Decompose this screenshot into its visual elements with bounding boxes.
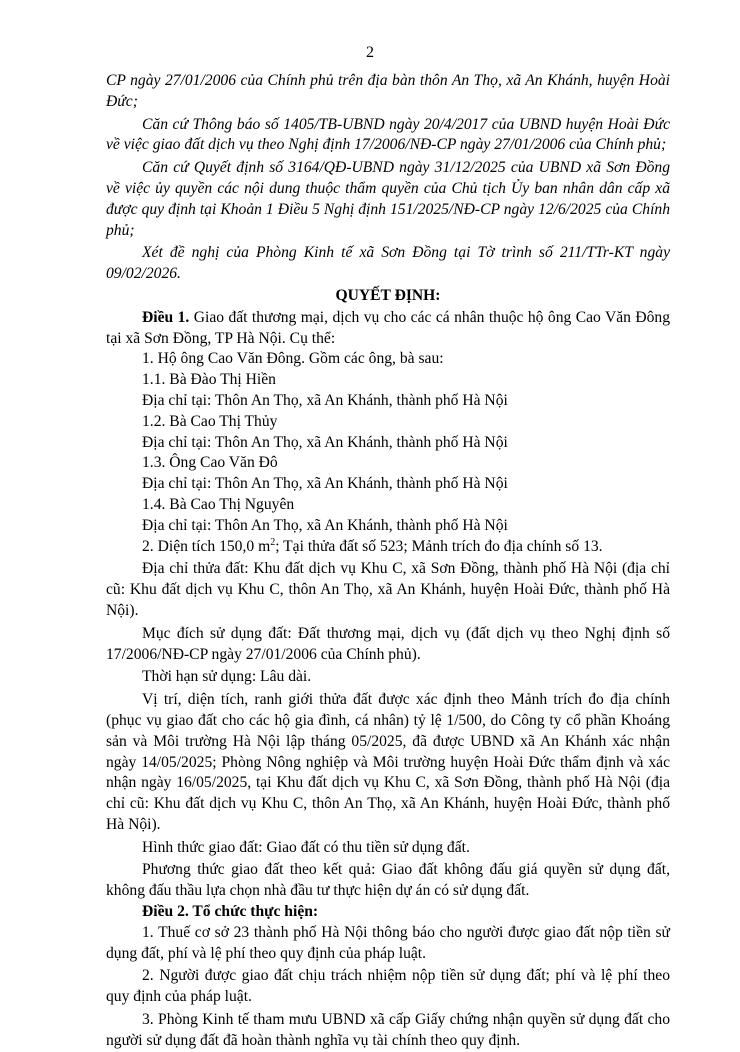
land-parcel-text: ; Tại thửa đất số 523; Mảnh trích đo địa chính số 13.	[275, 537, 603, 555]
basis-paragraph: Căn cứ Quyết định số 3164/QĐ-UBND ngày 31/12/2025 của UBND xã Sơn Đồng về việc ủy quyền các nội dung thuộc thẩm quyền của Chủ tịch Ủy ban nhân dân cấp xã được quy định tại Khoản 1 Điều 5 Nghị định 151/2025/NĐ-CP ngày 12/6/2025 của Chính phủ;	[106, 159, 670, 239]
member-name: 1.4. Bà Cao Thị Nguyên	[142, 495, 295, 513]
article-2-item: 3. Phòng Kinh tế tham mưu UBND xã cấp Giấy chứng nhận quyền sử dụng đất cho người sử dụng đất đã hoàn thành nghĩa vụ tài chính theo quy định.	[106, 1011, 670, 1049]
basis-paragraph: Căn cứ Thông báo số 1405/TB-UBND ngày 20/4/2017 của UBND huyện Hoài Đức về việc giao đất dịch vụ theo Nghị định 17/2006/NĐ-CP ngày 27/01/2006 của Chính phủ;	[106, 115, 670, 154]
basis-paragraph: CP ngày 27/01/2006 của Chính phủ trên địa bàn thôn An Thọ, xã An Khánh, huyện Hoài Đức;	[106, 72, 670, 110]
page-number: 2	[366, 44, 374, 61]
land-area-text: 2. Diện tích 150,0 m	[142, 537, 271, 555]
household-line: 1. Hộ ông Cao Văn Đông. Gồm các ông, bà sau:	[142, 350, 444, 368]
article-1-label: Điều 1.	[142, 308, 190, 326]
land-boundary: Vị trí, diện tích, ranh giới thửa đất được xác định theo Mảnh trích đo địa chính (phục vụ giao đất cho các hộ gia đình, cá nhân) tỷ lệ 1/500, do Công ty cổ phần Khoáng sản và Môi trường Hà Nội lập tháng 05/2025, đã được UBND xã An Khánh xác nhận ngày 14/05/2025; Phòng Nông nghiệp và Môi trường huyện Hoài Đức thẩm định và xác nhận ngày 16/05/2025, tại Khu đất dịch vụ Khu C, xã Sơn Đồng, thành phố Hà Nội (địa chỉ cũ: Khu đất dịch vụ Khu C, thôn An Thọ, xã An Khánh, huyện Hoài Đức, thành phố Hà Nội).	[106, 691, 670, 833]
decision-heading: QUYẾT ĐỊNH:	[335, 286, 441, 304]
article-1-text: Giao đất thương mại, dịch vụ cho các cá nhân thuộc hộ ông Cao Văn Đông tại xã Sơn Đồng, TP Hà Nội. Cụ thể:	[106, 308, 671, 347]
article-2-item: 2. Người được giao đất chịu trách nhiệm nộp tiền sử dụng đất; phí và lệ phí theo quy định của pháp luật.	[106, 967, 670, 1006]
basis-paragraph: Xét đề nghị của Phòng Kinh tế xã Sơn Đồng tại Tờ trình số 211/TTr-KT ngày 09/02/2026.	[106, 244, 670, 283]
allocation-method: Phương thức giao đất theo kết quả: Giao đất không đấu giá quyền sử dụng đất, không đấu thầu lựa chọn nhà đầu tư thực hiện dự án có sử dụng đất.	[106, 861, 670, 900]
land-area-unit-exponent: 2	[270, 536, 276, 548]
member-address: Địa chỉ tại: Thôn An Thọ, xã An Khánh, thành phố Hà Nội	[142, 475, 508, 493]
allocation-form: Hình thức giao đất: Giao đất có thu tiền sử dụng đất.	[142, 838, 470, 856]
member-name: 1.3. Ông Cao Văn Đô	[142, 454, 278, 472]
member-name: 1.1. Bà Đào Thị Hiền	[142, 371, 276, 389]
land-address: Địa chỉ thửa đất: Khu đất dịch vụ Khu C, xã Sơn Đồng, thành phố Hà Nội (địa chỉ cũ: Khu đất dịch vụ Khu C, thôn An Thọ, xã An Khánh, huyện Hoài Đức, thành phố Hà Nội).	[106, 560, 670, 619]
member-address: Địa chỉ tại: Thôn An Thọ, xã An Khánh, thành phố Hà Nội	[142, 391, 508, 409]
article-1-intro	[106, 308, 670, 350]
member-address: Địa chỉ tại: Thôn An Thọ, xã An Khánh, thành phố Hà Nội	[142, 516, 508, 534]
member-name: 1.2. Bà Cao Thị Thủy	[142, 412, 278, 430]
article-2-heading: Điều 2. Tổ chức thực hiện:	[142, 903, 319, 921]
article-2-item: 1. Thuế cơ sở 23 thành phố Hà Nội thông báo cho người được giao đất nộp tiền sử dụng đất, phí và lệ phí theo quy định của pháp luật.	[106, 923, 670, 962]
land-term: Thời hạn sử dụng: Lâu dài.	[142, 668, 312, 686]
member-address: Địa chỉ tại: Thôn An Thọ, xã An Khánh, thành phố Hà Nội	[142, 433, 508, 451]
document-body	[106, 71, 670, 1052]
land-area-line	[106, 537, 670, 558]
land-purpose: Mục đích sử dụng đất: Đất thương mại, dịch vụ (đất dịch vụ theo Nghị định số 17/2006/NĐ-CP ngày 27/01/2006 của Chính phủ).	[106, 624, 670, 663]
